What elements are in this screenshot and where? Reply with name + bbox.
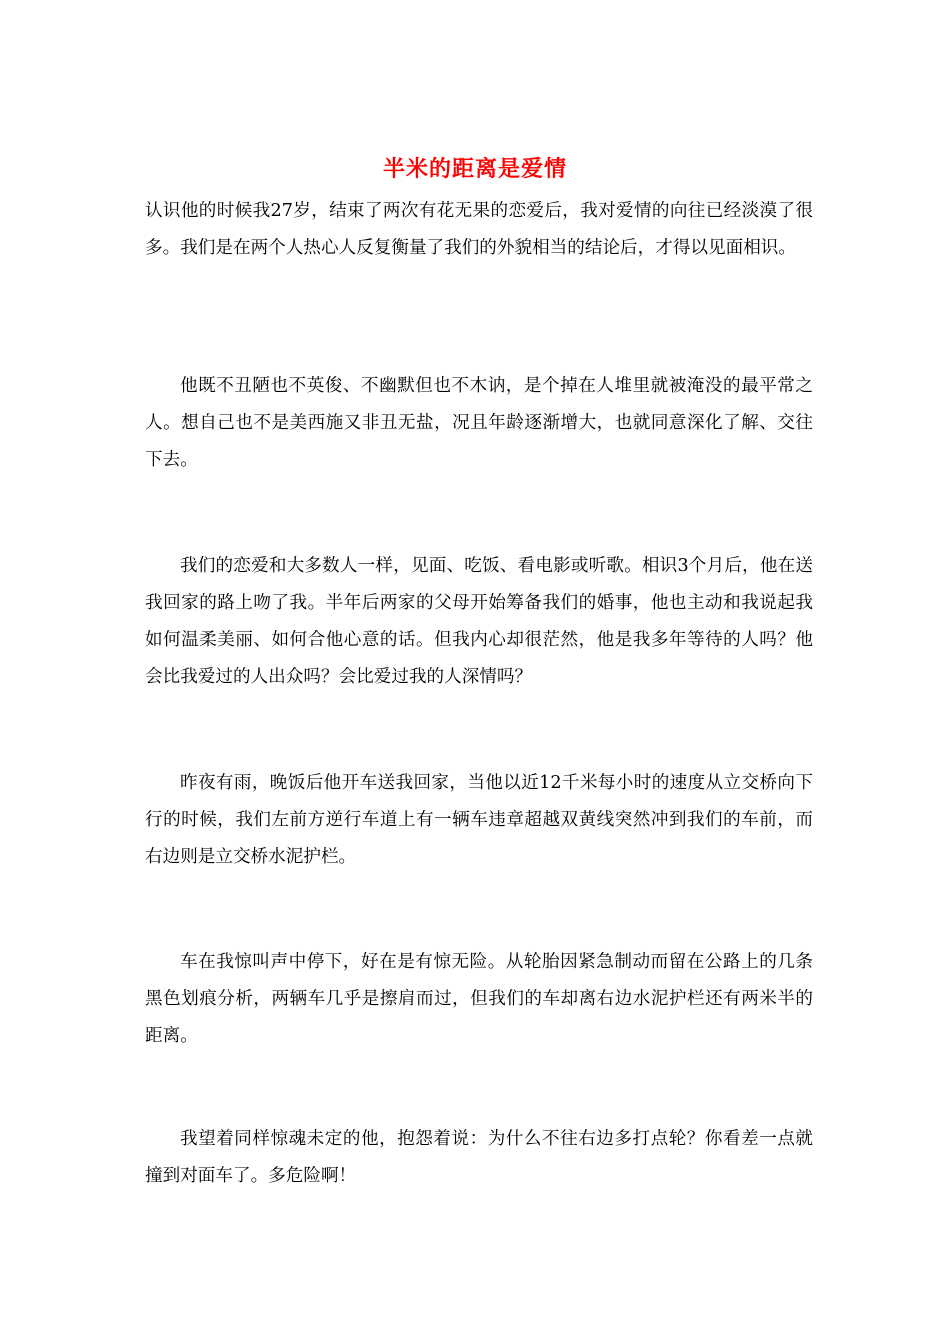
- paragraph-3: 我们的恋爱和大多数人一样，见面、吃饭、看电影或听歌。相识3个月后，他在送我回家的路上吻了我。半年后两家的父母开始筹备我们的婚事，他也主动和我说起我如何温柔美丽、如何合他心意的话。但我内心却很茫然，他是我多年等待的人吗？他会比我爱过的人出众吗？会比爱过我的人深情吗？: [145, 556, 813, 687]
- paragraph-2: 他既不丑陋也不英俊、不幽默但也不木讷，是个掉在人堆里就被淹没的最平常之人。想自己也不是美西施又非丑无盐，况且年龄逐渐增大，也就同意深化了解、交往下去。: [145, 376, 813, 470]
- paragraph-1: 认识他的时候我27岁，结束了两次有花无果的恋爱后，我对爱情的向往已经淡漠了很多。我们是在两个人热心人反复衡量了我们的外貌相当的结论后，才得以见面相识。: [145, 201, 813, 258]
- paragraph-5: 车在我惊叫声中停下，好在是有惊无险。从轮胎因紧急制动而留在公路上的几条黑色划痕分析，两辆车几乎是擦肩而过，但我们的车却离右边水泥护栏还有两米半的距离。: [145, 952, 813, 1046]
- paragraph-6: 我望着同样惊魂未定的他，抱怨着说：为什么不往右边多打点轮？你看差一点就撞到对面车了。多危险啊！: [145, 1129, 813, 1186]
- document-title: 半米的距离是爱情: [382, 156, 567, 182]
- paragraph-4: 昨夜有雨，晚饭后他开车送我回家，当他以近12千米每小时的速度从立交桥向下行的时候，我们左前方逆行车道上有一辆车违章超越双黄线突然冲到我们的车前，而右边则是立交桥水泥护栏。: [145, 773, 813, 867]
